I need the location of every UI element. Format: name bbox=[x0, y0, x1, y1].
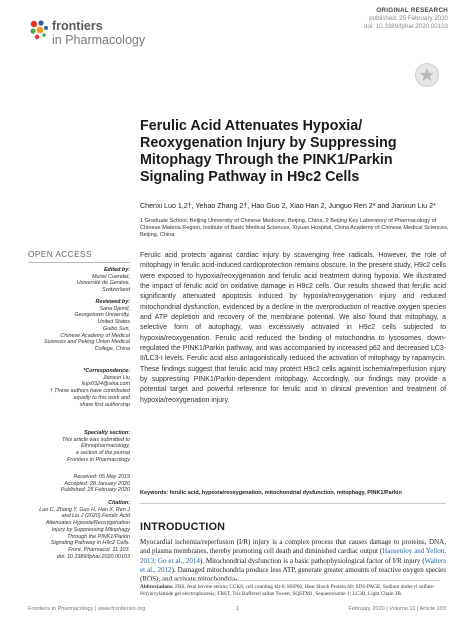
correspondence-line: Jianxun Liu bbox=[102, 374, 130, 381]
crossmark-icon[interactable] bbox=[415, 63, 439, 87]
keywords-label: Keywords: bbox=[140, 490, 169, 496]
editor-line: Muriel Cuendet, bbox=[91, 273, 130, 280]
intro-reference-link[interactable]: Walters et al., 2012 bbox=[140, 556, 446, 574]
dates-block bbox=[20, 474, 130, 494]
page-number: 1 bbox=[236, 606, 240, 612]
reviewer-line: Guibo Sun, bbox=[103, 325, 130, 332]
citation-line: and Liu J (2020) Ferulic Acid bbox=[61, 513, 130, 520]
specialty-line: Ethnopharmacology, bbox=[80, 443, 130, 450]
published-date-side: Published: 25 February 2020 bbox=[60, 487, 130, 494]
abbreviations-label: Abbreviations: bbox=[140, 584, 174, 590]
specialty-line: a section of the journal bbox=[75, 450, 130, 457]
article-doi[interactable]: doi: 10.3389/fphar.2020.00103 bbox=[364, 23, 448, 30]
journal-name: in Pharmacology bbox=[52, 33, 146, 47]
footer-journal[interactable]: Frontiers in Pharmacology | www.frontiersin.org bbox=[28, 606, 146, 612]
citation-block bbox=[20, 500, 130, 560]
journal-logo bbox=[28, 17, 168, 57]
specialty-line: This article was submitted to bbox=[61, 436, 130, 443]
article-title: Ferulic Acid Attenuates Hypoxia/ Reoxygenation Injury by Suppressing Mitophagy Through the PINK1/Parkin Signaling Pathway in H9c2 Cells bbox=[140, 118, 397, 185]
reviewer-line: United States bbox=[97, 319, 130, 326]
footnote-divider bbox=[140, 580, 440, 581]
open-access-label: OPEN ACCESS bbox=[28, 249, 92, 259]
citation-line: Luo C, Zhang Y, Guo H, Han X, Ren J bbox=[39, 506, 130, 513]
affiliations: 1 Graduate School, Beijing University of Chinese Medicine, Beijing, China, 2 Beijing Key Laboratory of Pharmacology of Chinese Materia Region, Institute of Basic Medical Sciences, Xiyuan Hospital, China Academy of Chinese Medical Sciences, Beijing, China bbox=[140, 218, 449, 239]
correspondence-email[interactable]: liujx0324@sina.com bbox=[81, 381, 130, 388]
edited-by-block bbox=[20, 267, 130, 294]
specialty-line: Frontiers in Pharmacology bbox=[67, 456, 130, 463]
citation-line: Injury by Suppressing Mitophagy bbox=[51, 526, 130, 533]
received-date: Received: 05 May 2019 bbox=[73, 474, 130, 480]
reviewer-line: Georgetown University, bbox=[74, 312, 130, 319]
reviewed-by-block bbox=[20, 299, 130, 353]
article-meta bbox=[364, 7, 448, 31]
editor-line: Switzerland bbox=[102, 287, 130, 294]
keywords-line bbox=[140, 490, 446, 496]
citation-line: Through the PINK1/Parkin bbox=[67, 533, 130, 540]
abstract-text: Ferulic acid protects against cardiac injury by scavenging free radicals. However, the role of mitophagy in ferulic acid-induced cardioprotection remains obscure. In the present study, H9c2 cells were exposed to hypoxia/reoxygenation and ferulic acid treatment during hypoxia. We illustrated the impact of ferulic acid on oxidative damage in H9c2 cells. Our results showed that ferulic acid significantly attenuated apoptosis induced by hypoxia/reoxygenation injury and reduced mitochondrial dysfunction, evidenced by a decline in the overproduction of reactive oxygen species and ATP depletion and recovery of the membrane potential. We also found that mitophagy, a selective form of autophagy, was excessively activated in H9c2 cells subjected to hypoxia/reoxygenation. Ferulic acid reduced the binding of mitochondria to lysosomes, down-regulated the PINK1/Parkin pathway, and was accompanied by increased p62 and decreased LC3-II/LC3-I levels. Ferulic acid also antagonistically reduced the activation of mitophagy by rapamycin. These findings suggest that ferulic acid may protect H9c2 cells against ischemia/reperfusion injury by suppressing PINK1/Parkin-dependent mitophagy. Accordingly, our findings may provide a potential target and powerful reference for ferulic acid in clinical prevention and treatment of hypoxia/reoxygenation injury. bbox=[140, 252, 446, 404]
correspondence-line: equally to this work and bbox=[73, 394, 130, 401]
intro-text-part: ). Damaged mitochondria produce less ATP, generate greater amounts of reactive oxygen species (ROS), and activate mitochondria- bbox=[140, 565, 447, 584]
intro-text-part: ). Mitochondrial dysfunction is a basic pathophysiological factor of I/R injury ( bbox=[199, 556, 425, 565]
page-footer bbox=[28, 606, 446, 612]
introduction-heading: INTRODUCTION bbox=[140, 521, 226, 533]
accepted-date: Accepted: 28 January 2020 bbox=[64, 480, 130, 487]
introduction-text bbox=[140, 538, 446, 584]
edited-by-label: Edited by: bbox=[103, 267, 130, 273]
citation-label: Citation: bbox=[108, 500, 130, 506]
correspondence-line: † These authors have contributed bbox=[49, 388, 130, 395]
reviewed-by-label: Reviewed by: bbox=[95, 299, 130, 305]
open-access-divider bbox=[28, 262, 130, 263]
intro-reference-link[interactable]: Hausenloy and Yellon, 2013; Go et al., 2014 bbox=[140, 547, 446, 565]
journal-brand: frontiers bbox=[52, 19, 103, 33]
editor-line: Université de Genève, bbox=[76, 280, 130, 287]
specialty-block bbox=[20, 430, 130, 464]
correspondence-block bbox=[20, 368, 130, 408]
frontiers-logo-icon bbox=[28, 19, 50, 41]
reviewer-line: Sana Djemil, bbox=[99, 305, 130, 312]
crossmark-glyph-icon bbox=[416, 64, 438, 86]
abbreviations-note bbox=[140, 584, 446, 597]
author-list: Chenxi Luo 1,2†, Yehao Zhang 2†, Hao Guo 2, Xiao Han 2, Junguo Ren 2* and Jianxun Liu 2* bbox=[140, 202, 436, 210]
correspondence-label: *Correspondence: bbox=[83, 368, 130, 374]
section-divider bbox=[140, 503, 446, 504]
citation-line: Attenuates Hypoxia/Reoxygenation bbox=[45, 520, 130, 527]
intro-text-part: Myocardial ischemia/reperfusion (I/R) injury is a complex process that causes damage to proteins, DNA, and plasma membranes, thereby promoting cell death and diminished cardiac output ( bbox=[140, 538, 446, 556]
reviewer-line: Chinese Academy of Medical bbox=[60, 332, 130, 339]
citation-line: Signaling Pathway in H9c2 Cells. bbox=[50, 540, 130, 547]
footer-issue: February 2020 | Volume 11 | Article 103 bbox=[348, 606, 446, 612]
citation-doi[interactable]: doi: 10.3389/fphar.2020.00103 bbox=[56, 553, 130, 560]
article-type: ORIGINAL RESEARCH bbox=[376, 7, 448, 14]
specialty-label: Specialty section: bbox=[84, 430, 130, 436]
abbreviations-text: FBS, fetal bovine serum; CCK8, cell counting kit-8; HSP60, Heat Shock Protein 60; SDS-PAGE, Sodium dodecyl sulfate-Polyacrylamide gel electrophoresis; TBST, Tris Buffered saline Tween; SQSTM1, Sequestosome 1; LC3B, Light Chain 3B. bbox=[140, 584, 435, 597]
reviewer-line: College, China bbox=[94, 345, 130, 352]
reviewer-line: Sciences and Peking Union Medical bbox=[43, 339, 130, 346]
citation-line: Front. Pharmacol. 11:103. bbox=[68, 546, 130, 553]
correspondence-line: share first authorship bbox=[79, 401, 130, 408]
published-date: published: 25 February 2020 bbox=[369, 15, 448, 22]
keywords-list: ferulic acid, hypoxia/reoxygenation, mitochondrial dysfunction, mitophagy, PINK1/Parkin bbox=[169, 490, 402, 496]
